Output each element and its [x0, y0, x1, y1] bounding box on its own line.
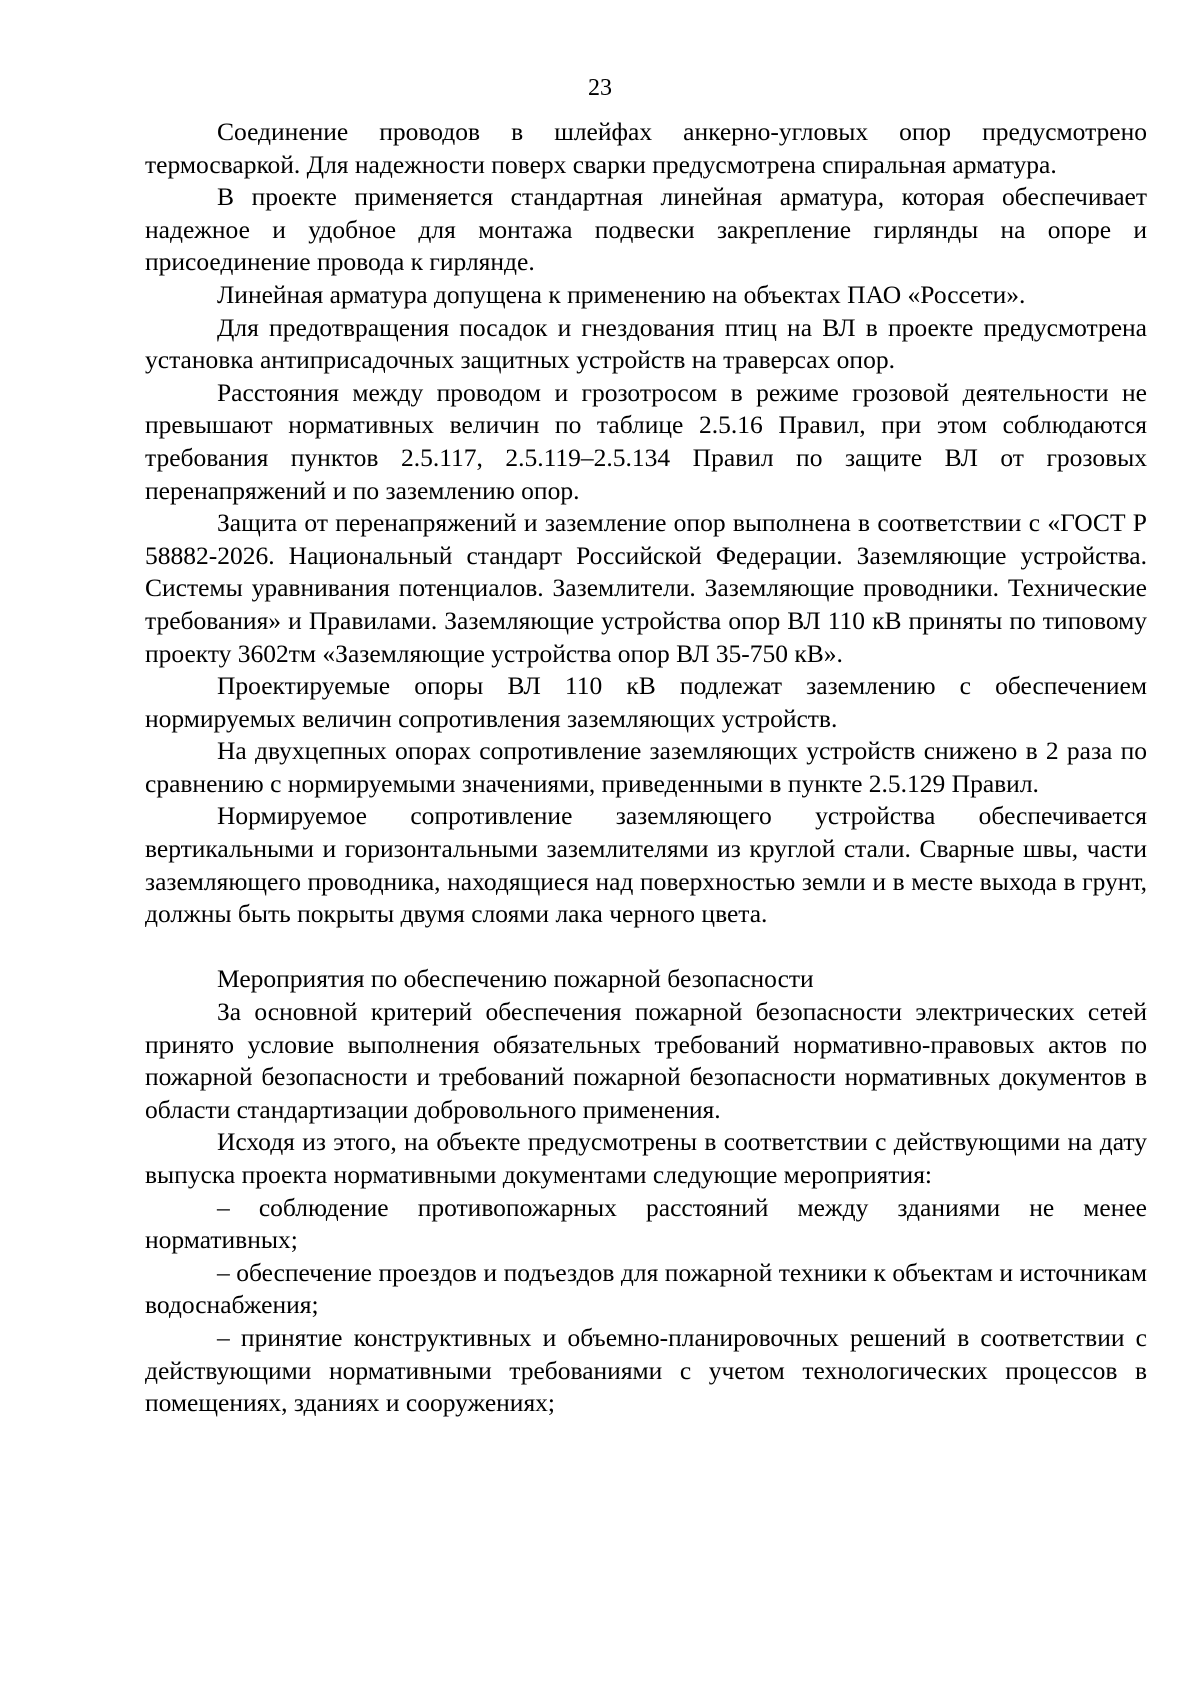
- paragraph: На двухцепных опорах сопротивление заземляющих устройств снижено в 2 раза по сравнению с нормируемыми значениями, приведенными в пункте 2.5.129 Правил.: [145, 736, 1147, 798]
- paragraph: Линейная арматура допущена к применению на объектах ПАО «Россети».: [217, 279, 1026, 309]
- paragraph: В проекте применяется стандартная линейная арматура, которая обеспечивает надежное и удобное для монтажа подвески закрепление гирлянды на опоре и присоединение провода к гирлянде.: [145, 182, 1147, 277]
- list-item: – обеспечение проездов и подъездов для пожарной техники к объектам и источникам водоснабжения;: [145, 1257, 1147, 1320]
- list-item: – принятие конструктивных и объемно-планировочных решений в соответствии с действующими нормативными требованиями с учетом технологических процессов в помещениях, зданиях и сооружениях;: [145, 1322, 1147, 1418]
- document-body: [145, 116, 1147, 1420]
- paragraph: Исходя из этого, на объекте предусмотрены в соответствии с действующими на дату выпуска проекта нормативными документами следующие мероприятия:: [145, 1127, 1147, 1189]
- paragraph: Расстояния между проводом и грозотросом в режиме грозовой деятельности не превышают нормативных величин по таблице 2.5.16 Правил, при этом соблюдаются требования пунктов 2.5.117, 2.5.119–2.5.134 Правил по защите ВЛ от грозовых перенапряжений и по заземлению опор.: [145, 377, 1147, 505]
- page-number: 23: [588, 75, 612, 101]
- paragraph: Защита от перенапряжений и заземление опор выполнена в соответствии с «ГОСТ Р 58882-2026. Национальный стандарт Российской Федерации. Заземляющие устройства. Системы уравнивания потенциалов. Заземлители. Заземляющие проводники. Технические требования» и Правилами. Заземляющие устройства опор ВЛ 110 кВ приняты по типовому проекту 3602тм «Заземляющие устройства опор ВЛ 35-750 кВ».: [145, 508, 1147, 668]
- section-heading: Мероприятия по обеспечению пожарной безопасности: [217, 964, 814, 994]
- paragraph: Соединение проводов в шлейфах анкерно-угловых опор предусмотрено термосваркой. Для надежности поверх сварки предусмотрена спиральная арматура.: [145, 117, 1147, 179]
- paragraph: Проектируемые опоры ВЛ 110 кВ подлежат заземлению с обеспечением нормируемых величин сопротивления заземляющих устройств.: [145, 671, 1147, 733]
- paragraph: Нормируемое сопротивление заземляющего устройства обеспечивается вертикальными и горизонтальными заземлителями из круглой стали. Сварные швы, части заземляющего проводника, находящиеся над поверхностью земли и в месте выхода в грунт, должны быть покрыты двумя слоями лака черного цвета.: [145, 801, 1147, 929]
- paragraph: Для предотвращения посадок и гнездования птиц на ВЛ в проекте предусмотрена установка антиприсадочных защитных устройств на траверсах опор.: [145, 312, 1147, 375]
- paragraph: За основной критерий обеспечения пожарной безопасности электрических сетей принято условие выполнения обязательных требований нормативно-правовых актов по пожарной безопасности и требований пожарной безопасности нормативных документов в области стандартизации добровольного применения.: [145, 997, 1147, 1124]
- list-item: – соблюдение противопожарных расстояний между зданиями не менее нормативных;: [145, 1192, 1147, 1255]
